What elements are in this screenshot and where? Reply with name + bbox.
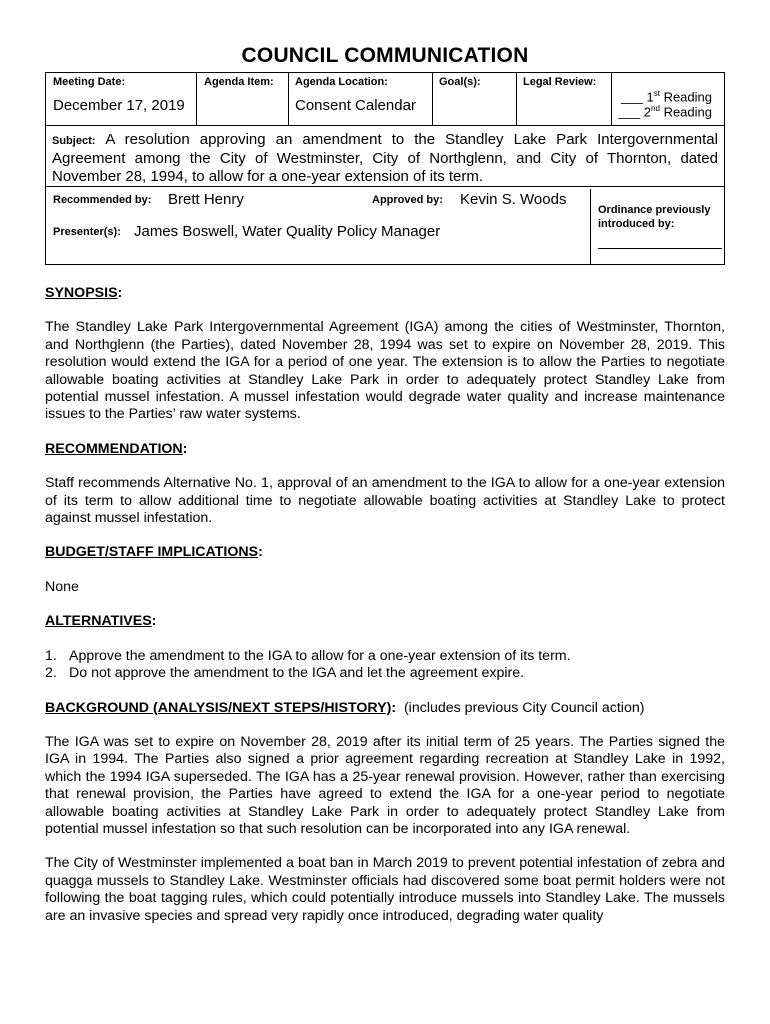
list-item: 1. Approve the amendment to the IGA to allow for a one-year extension of its term. [45, 647, 571, 664]
first-reading [621, 89, 712, 104]
first-reading-suffix: st [653, 89, 660, 98]
legal-review-label: Legal Review: [523, 76, 597, 88]
ordinance-label: Ordinance previously introduced by: [598, 204, 711, 230]
background-heading: BACKGROUND (ANALYSIS/NEXT STEPS/HISTORY): (includes previous City Council action) [45, 699, 645, 716]
divider [46, 186, 724, 187]
ordinance-box [590, 189, 725, 264]
background-paragraph: The IGA was set to expire on November 28, 2019 after its initial term of 25 years. The Parties signed the IGA in 1994. The Parties also signed a prior agreement regarding recreation at Standley Lake in 1992, which the 1994 IGA superseded. The IGA has a 25-year renewal provision. However, rather than exercising that renewal provision, the Parties have agreed to extend the IGA for a one-year period to negotiate allowable boating activities at Standley Lake Park in order to adequately protect Standley Lake from potential mussel infestation so that such resolution can be incorporated into any IGA renewal. [45, 733, 725, 837]
synopsis-text: The Standley Lake Park Intergovernmental Agreement (IGA) among the cities of Westminster, Thornton, and Northglenn (the Parties), dated November 28, 1994 was set to expire on November 28, 2019. This resolution would extend the IGA for a period of one year. The extension is to allow the Parties to negotiate allowable boating activities at Standley Lake Park in order to adequately protect Standley Lake from potential mussel infestation. A mussel infestation would degrade water quality and increase maintenance issues to the Parties’ raw water systems. [45, 319, 725, 423]
divider [432, 73, 433, 125]
header-table [45, 72, 725, 265]
subject-label: Subject: [52, 135, 96, 147]
second-reading-suffix: nd [651, 104, 660, 113]
background-note: (includes previous City Council action) [403, 699, 645, 716]
budget-text: None [45, 578, 79, 595]
page-title: COUNCIL COMMUNICATION [241, 44, 529, 67]
presenters-value: James Boswell, Water Quality Policy Manager [134, 223, 441, 240]
first-reading-blank: ___ 1 [621, 89, 654, 105]
agenda-item-label: Agenda Item: [204, 76, 274, 88]
approved-by-label: Approved by: [372, 194, 443, 206]
list-item: 2. Do not approve the amendment to the IGA and let the agreement expire. [45, 665, 525, 682]
alternatives-heading: ALTERNATIVES: [45, 613, 157, 630]
agenda-location-label: Agenda Location: [295, 76, 388, 88]
document-body [45, 285, 725, 925]
goals-label: Goal(s): [439, 76, 481, 88]
divider [288, 73, 289, 125]
divider [516, 73, 517, 125]
presenters-label: Presenter(s): [53, 226, 121, 238]
divider [611, 73, 612, 125]
first-reading-text: Reading [659, 89, 712, 105]
second-reading [619, 104, 713, 119]
ordinance-signature-line [598, 248, 722, 249]
second-reading-text: Reading [659, 104, 712, 120]
recommended-by-value: Brett Henry [168, 191, 244, 208]
meeting-date-value: December 17, 2019 [53, 97, 185, 114]
subject-block [52, 131, 718, 186]
synopsis-heading: SYNOPSIS: [45, 285, 123, 301]
meeting-date-label: Meeting Date: [53, 76, 126, 88]
recommended-by-label: Recommended by: [53, 194, 152, 206]
divider [196, 73, 197, 125]
approved-by-value: Kevin S. Woods [460, 191, 567, 208]
budget-heading: BUDGET/STAFF IMPLICATIONS: [45, 544, 263, 561]
subject-text: A resolution approving an amendment to the Standley Lake Park Intergovernmental Agreement among the City of Westminster, City of Northglenn, and City of Thornton, dated November 28, 1994, to allow for a one-year extension of its term. [52, 131, 718, 185]
second-reading-blank: ___ 2 [618, 104, 652, 120]
agenda-location-value: Consent Calendar [295, 97, 416, 114]
background-paragraph: The City of Westminster implemented a boat ban in March 2019 to prevent potential infestation of zebra and quagga mussels to Standley Lake. Westminster officials had discovered some boat permit holders were not following the boat tagging rules, which could potentially introduce mussels into Standley Lake. The mussels are an invasive species and spread very rapidly once introduced, degrading water quality [45, 855, 725, 924]
divider [46, 125, 724, 126]
recommendation-text: Staff recommends Alternative No. 1, approval of an amendment to the IGA to allow for a one-year extension of its term to allow additional time to negotiate allowable boating activities at Standley Lake to protect against mussel infestation. [45, 475, 725, 527]
recommendation-heading: RECOMMENDATION: [45, 440, 188, 457]
